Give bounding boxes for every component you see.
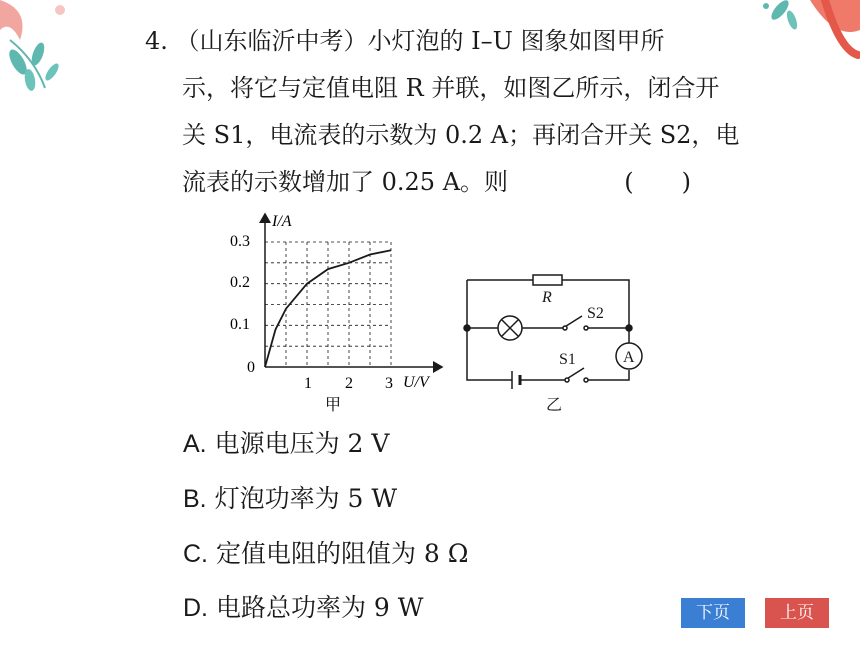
ammeter-label: A	[623, 349, 635, 366]
option-a-text: 电源电压为 2 V	[214, 429, 390, 458]
question-line-1: 4. （山东临沂中考）小灯泡的 I–U 图象如图甲所	[145, 27, 665, 55]
option-a-letter: A.	[183, 430, 207, 458]
option-a[interactable]	[183, 424, 389, 460]
option-b[interactable]	[183, 479, 397, 515]
junction-left	[464, 325, 470, 331]
question-line-2: 示，将它与定值电阻 R 并联，如图乙所示，闭合开	[182, 74, 720, 102]
option-d-text: 电路总功率为 9 W	[215, 593, 424, 622]
option-d-letter: D.	[183, 594, 208, 622]
x-tick-label-2: 2	[345, 375, 353, 392]
junction-right	[626, 325, 632, 331]
question-line-4: 流表的示数增加了 0.25 A。则	[182, 168, 509, 196]
option-b-letter: B.	[183, 485, 207, 513]
y-tick-label-0.2: 0.2	[230, 274, 250, 291]
question-line-3: 关 S1，电流表的示数为 0.2 A；再闭合开关 S2，电	[182, 121, 740, 149]
option-d[interactable]	[183, 588, 423, 624]
prev-page-button[interactable]: 上页	[765, 598, 829, 628]
option-c-text: 定值电阻的阻值为 8 Ω	[215, 539, 469, 568]
option-b-text: 灯泡功率为 5 W	[214, 484, 398, 513]
x-tick-label-1: 1	[304, 375, 312, 392]
figure-a-caption: 甲	[325, 397, 342, 414]
x-tick-label-3: 3	[385, 375, 393, 392]
y-axis-label: I/A	[272, 213, 292, 230]
origin-label: 0	[247, 359, 255, 376]
switch1-label: S1	[559, 351, 576, 368]
next-page-button[interactable]: 下页	[681, 598, 745, 628]
switch2-label: S2	[587, 305, 604, 322]
iu-graph	[230, 213, 442, 414]
graph-grid	[265, 242, 391, 367]
figure-b-caption: 乙	[546, 397, 563, 414]
y-tick-label-0.1: 0.1	[230, 316, 250, 333]
circuit-diagram	[464, 275, 642, 389]
figures	[220, 212, 660, 422]
resistor-r	[533, 275, 562, 285]
resistor-label: R	[542, 289, 552, 306]
floral-decoration-left	[0, 0, 90, 95]
floral-decoration-right	[740, 0, 860, 70]
answer-blank: ( )	[624, 168, 691, 196]
option-c[interactable]	[183, 534, 468, 570]
option-c-letter: C.	[183, 540, 208, 568]
question-stem	[145, 18, 740, 206]
x-axis-label: U/V	[403, 374, 429, 391]
y-tick-label-0.3: 0.3	[230, 233, 250, 250]
